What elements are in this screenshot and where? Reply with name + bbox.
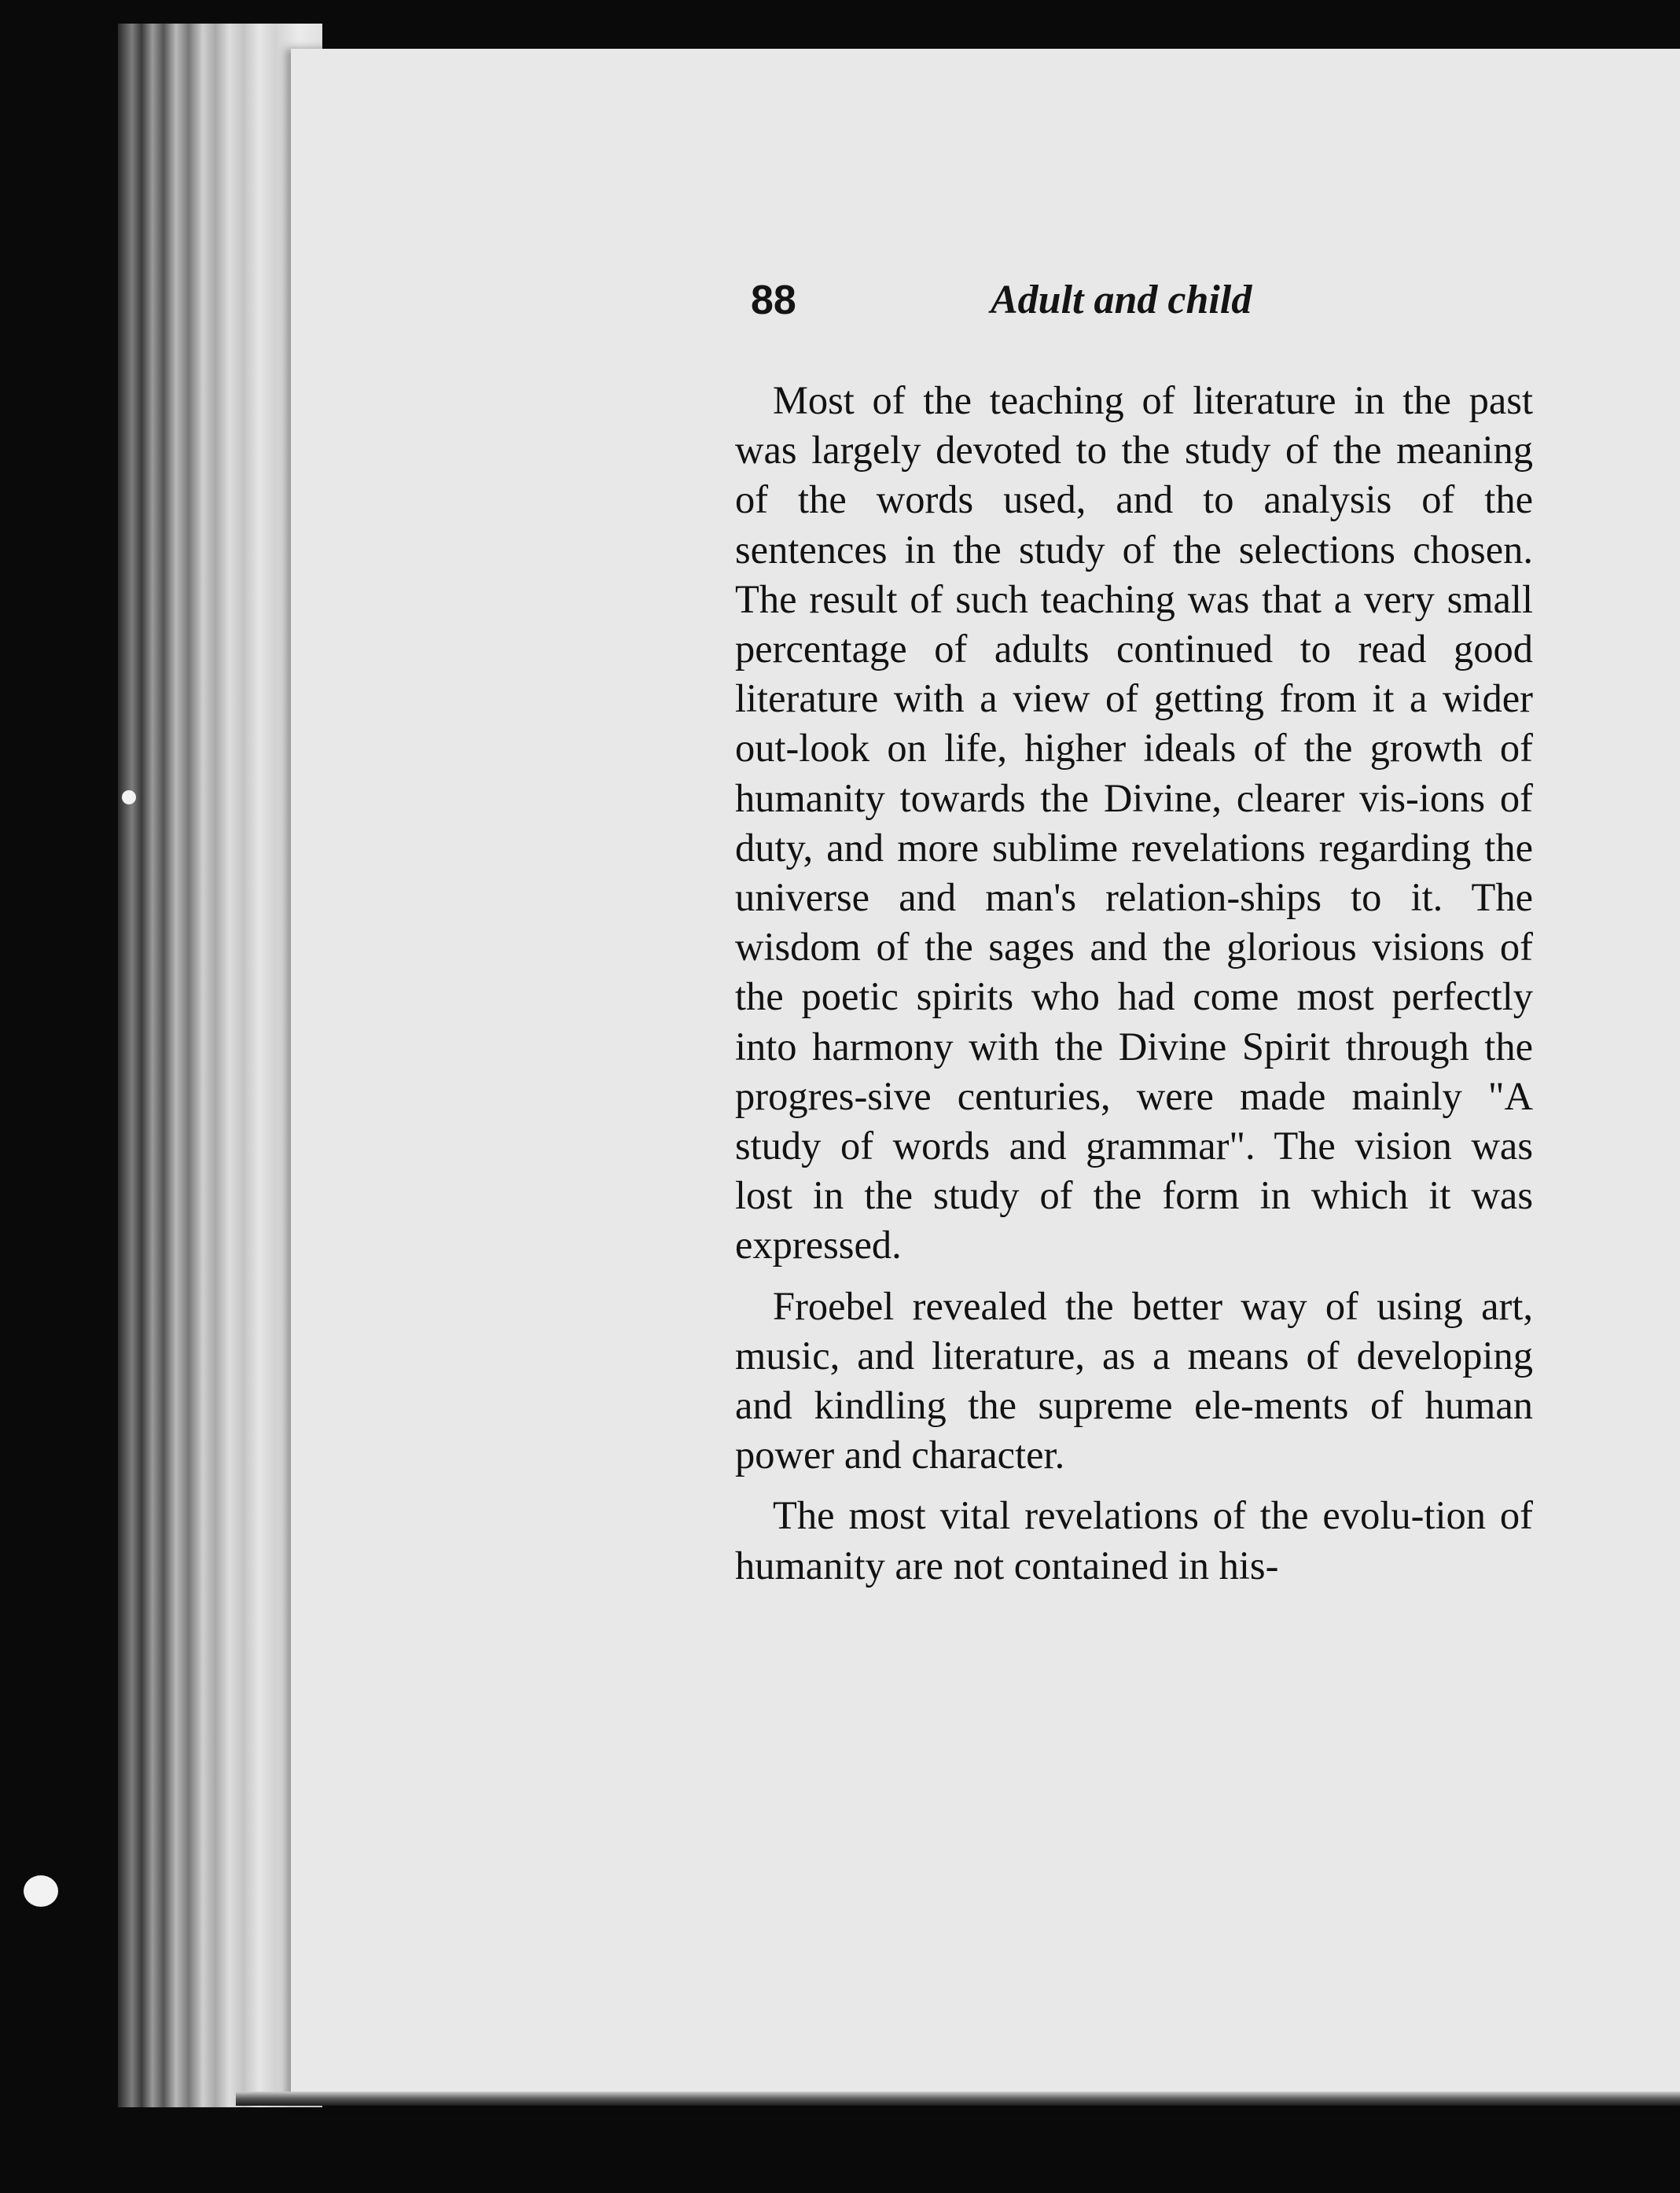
paragraph-3: The most vital revelations of the evolu-tion of humanity are not contained in his- bbox=[735, 1493, 1533, 1588]
page-number: 88 bbox=[751, 278, 796, 323]
running-title: Adult and child bbox=[991, 278, 1252, 322]
scan-speck bbox=[122, 790, 136, 804]
scan-speck bbox=[24, 1875, 58, 1907]
page-bottom-edge bbox=[236, 2092, 1680, 2106]
paragraph-2: Froebel revealed the better way of using art, music, and literature, as a means of developing and kindling the supreme ele-ments of human power and character. bbox=[735, 1283, 1533, 1477]
body-text bbox=[735, 376, 1533, 1602]
paragraph-1: Most of the teaching of literature in the past was largely devoted to the study of the meaning of the words used, and to analysis of the sentences in the study of the selections chosen. The result of such teaching was that a very small percentage of adults continued to read good literature with a view of getting from it a wider out-look on life, higher ideals of the growth of humanity towards the Divine, clearer vis-ions of duty, and more sublime revelations regarding the universe and man's relation-ships to it. The wisdom of the sages and the glorious visions of the poetic spirits who had come most perfectly into harmony with the Divine Spirit through the progres-sive centuries, were made mainly "A study of words and grammar". The vision was lost in the study of the form in which it was expressed. bbox=[735, 378, 1533, 1268]
page-header bbox=[751, 277, 1537, 332]
